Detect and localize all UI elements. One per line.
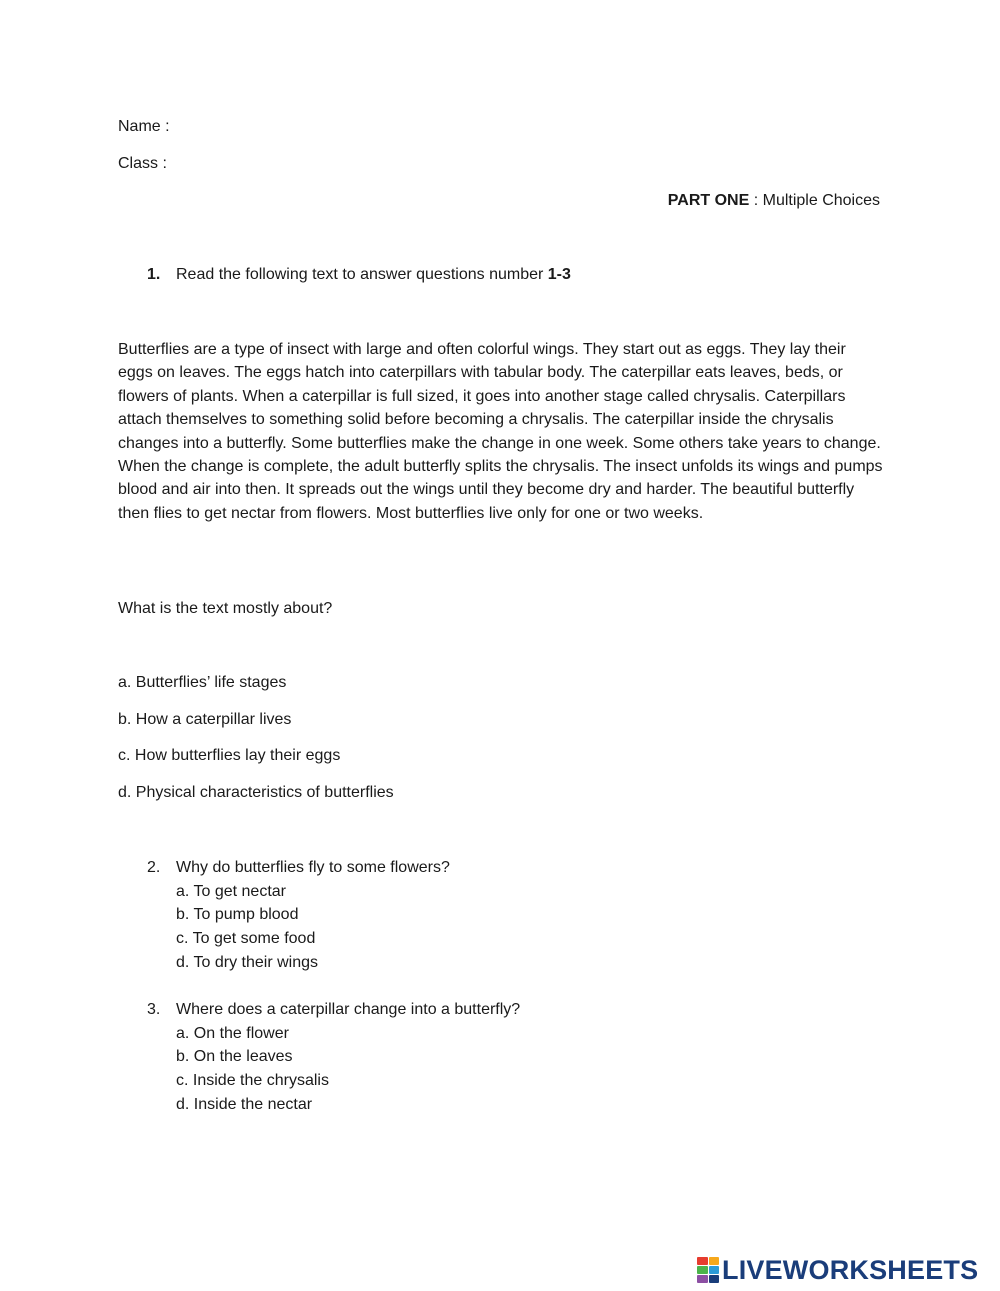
logo-text: LIVEWORKSHEETS bbox=[722, 1254, 979, 1285]
reading-instruction bbox=[147, 266, 571, 284]
question-1-option-b: b. How a caterpillar lives bbox=[118, 711, 292, 728]
question-1-option-c: c. How butterflies lay their eggs bbox=[118, 747, 341, 764]
question-1-option-a: a. Butterflies’ life stages bbox=[118, 674, 287, 691]
question-2-option-c: c. To get some food bbox=[176, 930, 316, 948]
question-3-option-d: d. Inside the nectar bbox=[176, 1095, 313, 1113]
question-2-option-d: d. To dry their wings bbox=[176, 953, 318, 971]
question-3-text: Where does a caterpillar change into a butterfly? bbox=[176, 1001, 521, 1018]
reading-passage: Butterflies are a type of insect with large and often colorful wings. They start out as eggs. They lay their eggs on leaves. The eggs hatch into caterpillars with tabular body. The caterpillar eats leaves, beds, or flowers of plants. When a caterpillar is full sized, it goes into another stage called chrysalis. Caterpillars attach themselves to something solid before becoming a chrysalis. The caterpillar inside the chrysalis changes into a butterfly. Some butterflies make the change in one week. Some others take years to change. When the change is complete, the adult butterfly splits the chrysalis. The insect unfolds its wings and pumps blood and air into then. It spreads out the wings until they become dry and harder. The beautiful butterfly then flies to get nectar from flowers. Most butterflies live only for one or two weeks. bbox=[118, 341, 883, 522]
question-3-option-b: b. On the leaves bbox=[176, 1048, 293, 1066]
class-label: Class : bbox=[118, 155, 167, 172]
question-range: 1-3 bbox=[547, 266, 571, 283]
instruction-number: 1. bbox=[147, 266, 161, 283]
question-2-number: 2. bbox=[147, 859, 161, 876]
logo-mark-icon bbox=[697, 1257, 719, 1283]
instruction-text: Read the following text to answer questions number bbox=[176, 266, 548, 283]
question-3 bbox=[147, 998, 520, 1117]
question-2-option-a: a. To get nectar bbox=[176, 882, 286, 900]
question-1-option-d: d. Physical characteristics of butterflies bbox=[118, 784, 394, 801]
question-3-number: 3. bbox=[147, 1001, 161, 1018]
question-2 bbox=[147, 856, 450, 975]
name-label: Name : bbox=[118, 118, 170, 135]
question-1-text: What is the text mostly about? bbox=[118, 600, 333, 617]
liveworksheets-logo bbox=[697, 1255, 978, 1285]
part-subtitle: : Multiple Choices bbox=[749, 192, 880, 209]
part-heading bbox=[668, 192, 880, 210]
question-2-option-b: b. To pump blood bbox=[176, 906, 299, 924]
part-title: PART ONE bbox=[667, 192, 750, 209]
question-3-option-a: a. On the flower bbox=[176, 1024, 289, 1042]
question-2-text: Why do butterflies fly to some flowers? bbox=[176, 859, 450, 876]
question-3-option-c: c. Inside the chrysalis bbox=[176, 1072, 329, 1090]
